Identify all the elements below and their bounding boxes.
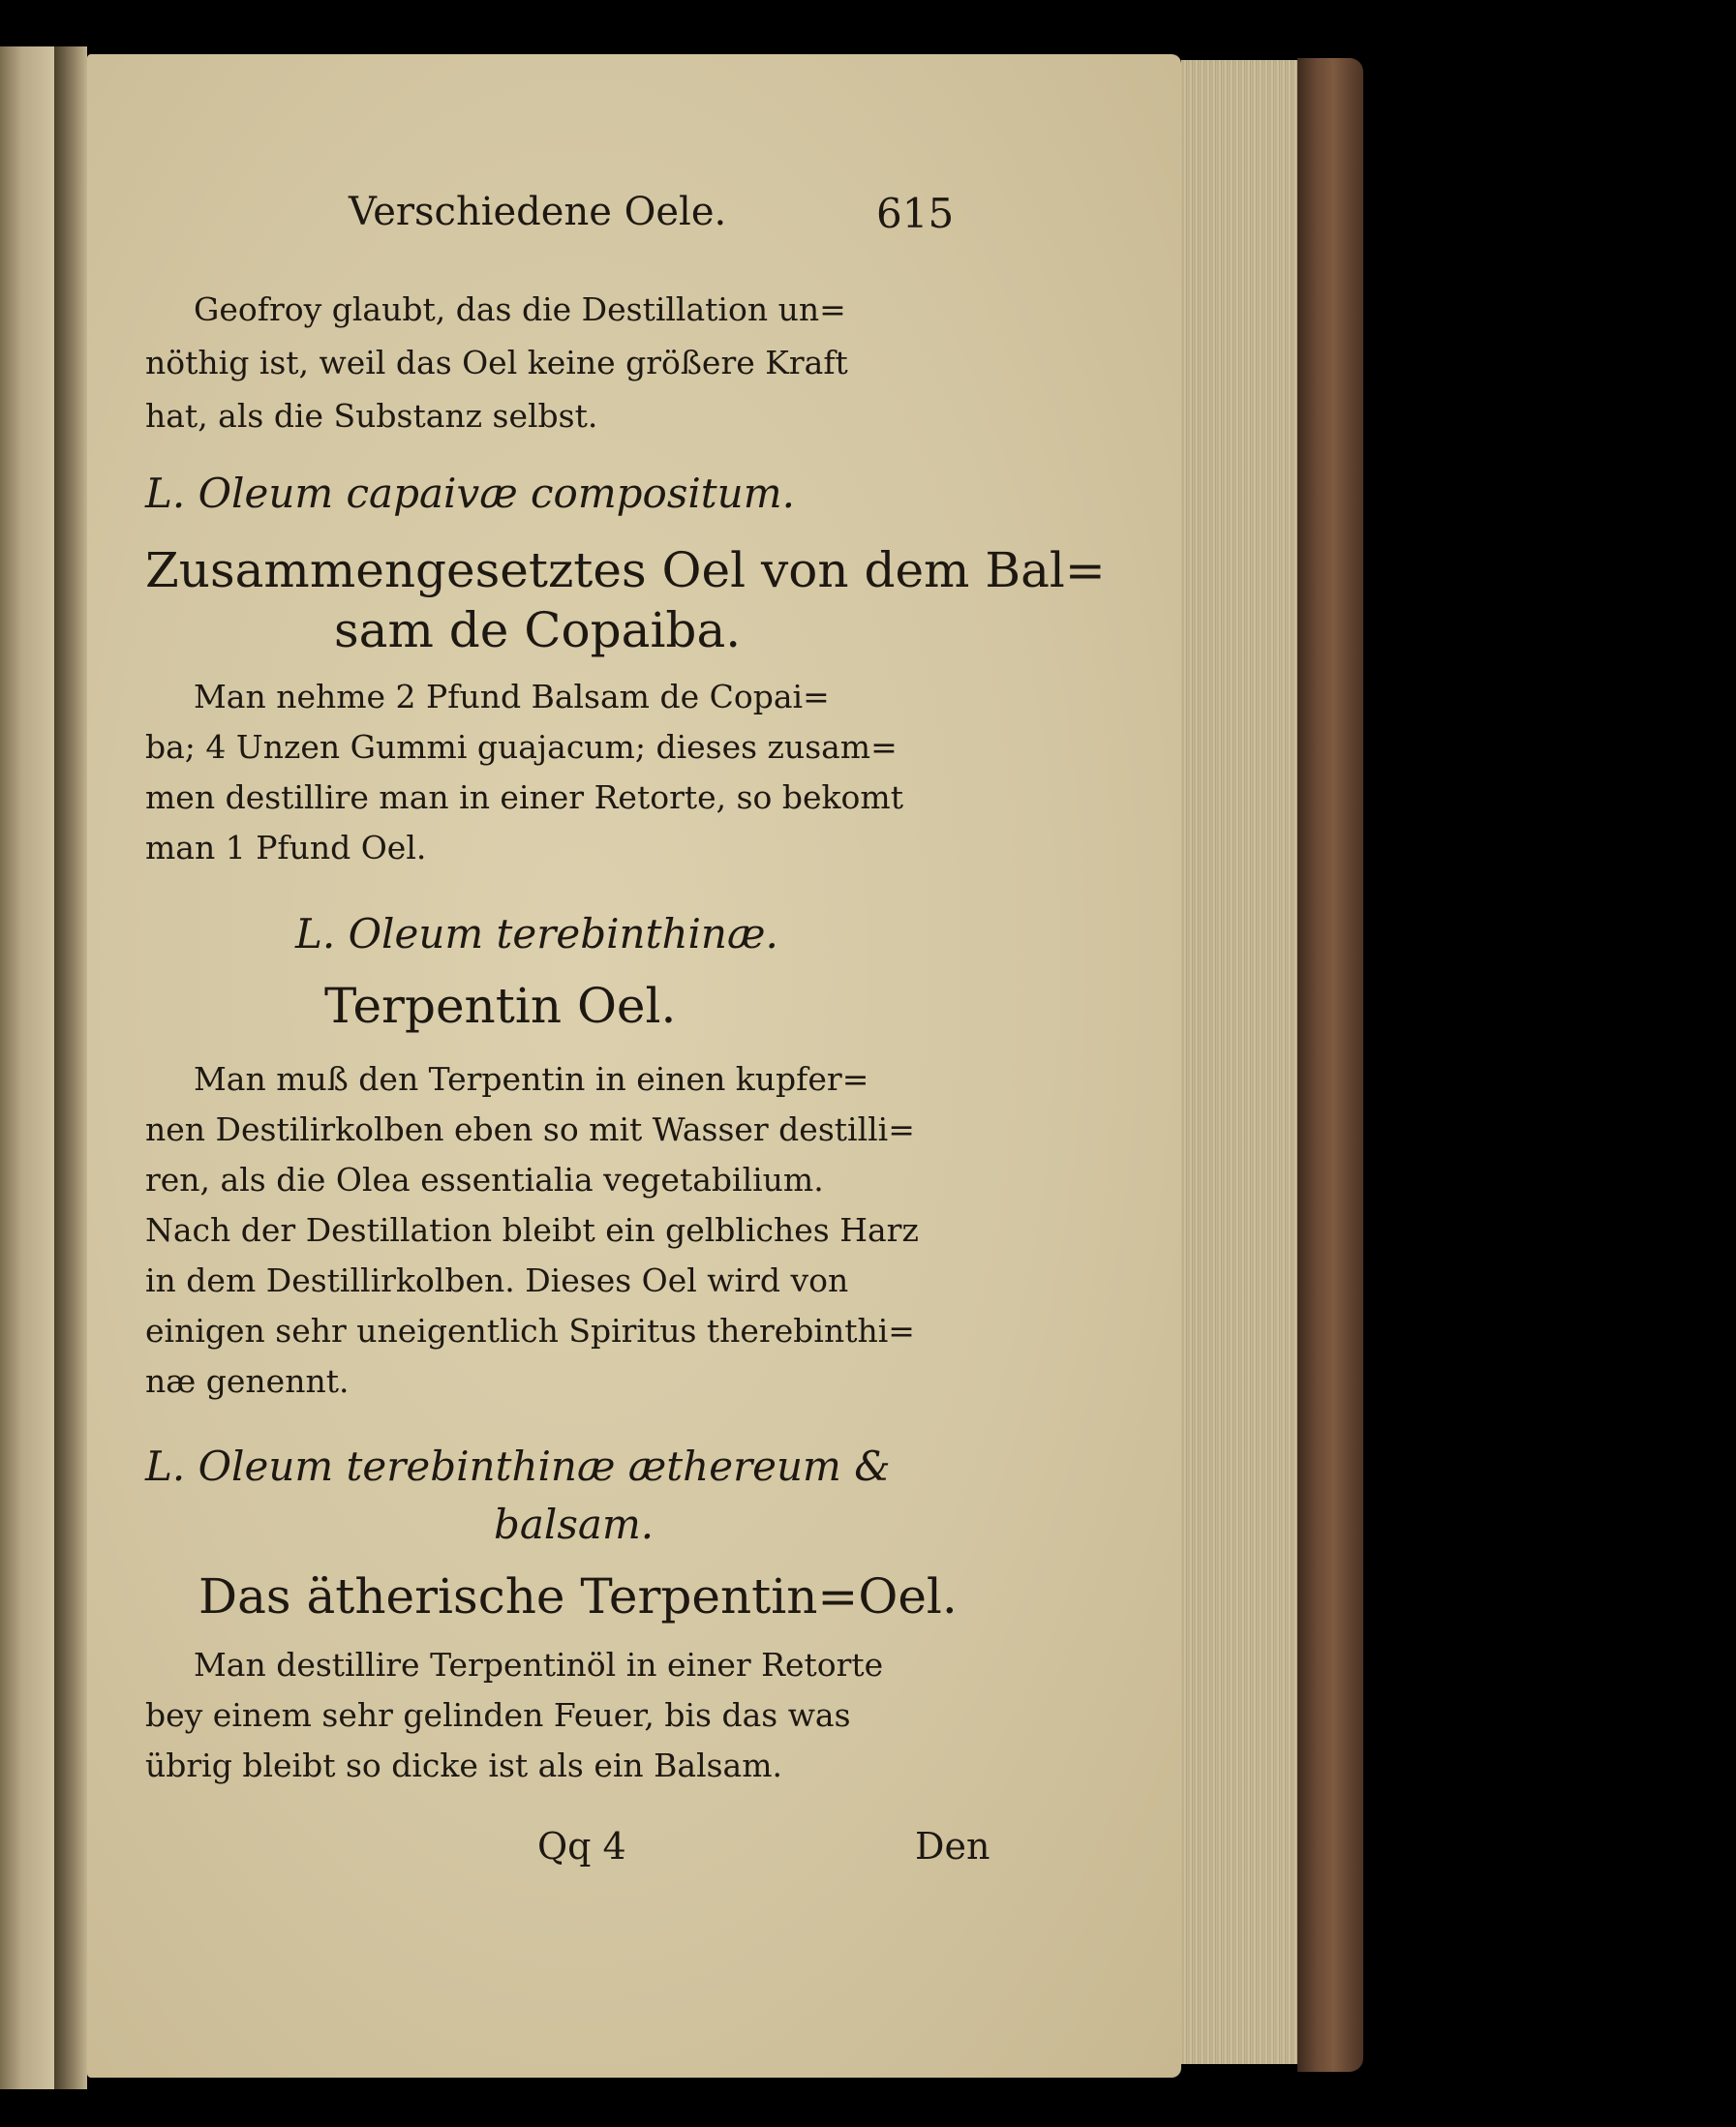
german-heading: Zusammengesetztes Oel von dem Bal= — [145, 542, 1106, 598]
paragraph-line: hat, als die Substanz selbst. — [145, 397, 598, 435]
paragraph-line: Nach der Destillation bleibt ein gelbliches Harz — [145, 1211, 919, 1249]
signature-mark: Qq 4 — [537, 1825, 626, 1868]
book-cover-edge — [1297, 58, 1363, 2072]
paragraph-line: nen Destilirkolben eben so mit Wasser destilli= — [145, 1110, 915, 1148]
paragraph-line: man 1 Pfund Oel. — [145, 829, 427, 866]
left-page-edge — [0, 46, 54, 2089]
latin-heading: L. Oleum terebinthinæ æthereum & — [145, 1443, 891, 1490]
page-number: 615 — [876, 190, 955, 237]
paragraph-line: ren, als die Olea essentialia vegetabilium. — [145, 1161, 824, 1199]
paragraph-line: Man nehme 2 Pfund Balsam de Copai= — [194, 678, 830, 715]
paragraph-line: einigen sehr uneigentlich Spiritus therebinthi= — [145, 1312, 915, 1350]
paragraph-line: ba; 4 Unzen Gummi guajacum; dieses zusam= — [145, 728, 898, 766]
catchword: Den — [915, 1825, 990, 1868]
paragraph-line: Geofroy glaubt, das die Destillation un= — [194, 290, 846, 328]
paragraph-line: Man destillire Terpentinöl in einer Retorte — [194, 1646, 884, 1684]
german-heading: Terpentin Oel. — [324, 978, 677, 1034]
latin-heading: L. Oleum terebinthinæ. — [295, 910, 778, 957]
book-gutter — [54, 46, 87, 2089]
page-edges — [1181, 60, 1297, 2064]
latin-heading: balsam. — [494, 1501, 655, 1548]
german-heading: sam de Copaiba. — [334, 602, 742, 658]
paragraph-line: næ genennt. — [145, 1362, 350, 1400]
paragraph-line: in dem Destillirkolben. Dieses Oel wird von — [145, 1261, 849, 1299]
paragraph-line: übrig bleibt so dicke ist als ein Balsam. — [145, 1747, 783, 1784]
latin-heading: L. Oleum capaivæ compositum. — [145, 470, 795, 517]
running-head: Verschiedene Oele. — [349, 190, 727, 234]
paragraph-line: men destillire man in einer Retorte, so bekomt — [145, 778, 903, 816]
paragraph-line: Man muß den Terpentin in einen kupfer= — [194, 1060, 869, 1098]
paragraph-line: bey einem sehr gelinden Feuer, bis das was — [145, 1696, 851, 1734]
paragraph-line: nöthig ist, weil das Oel keine größere Kraft — [145, 344, 848, 381]
german-heading: Das ätherische Terpentin=Oel. — [198, 1568, 958, 1625]
